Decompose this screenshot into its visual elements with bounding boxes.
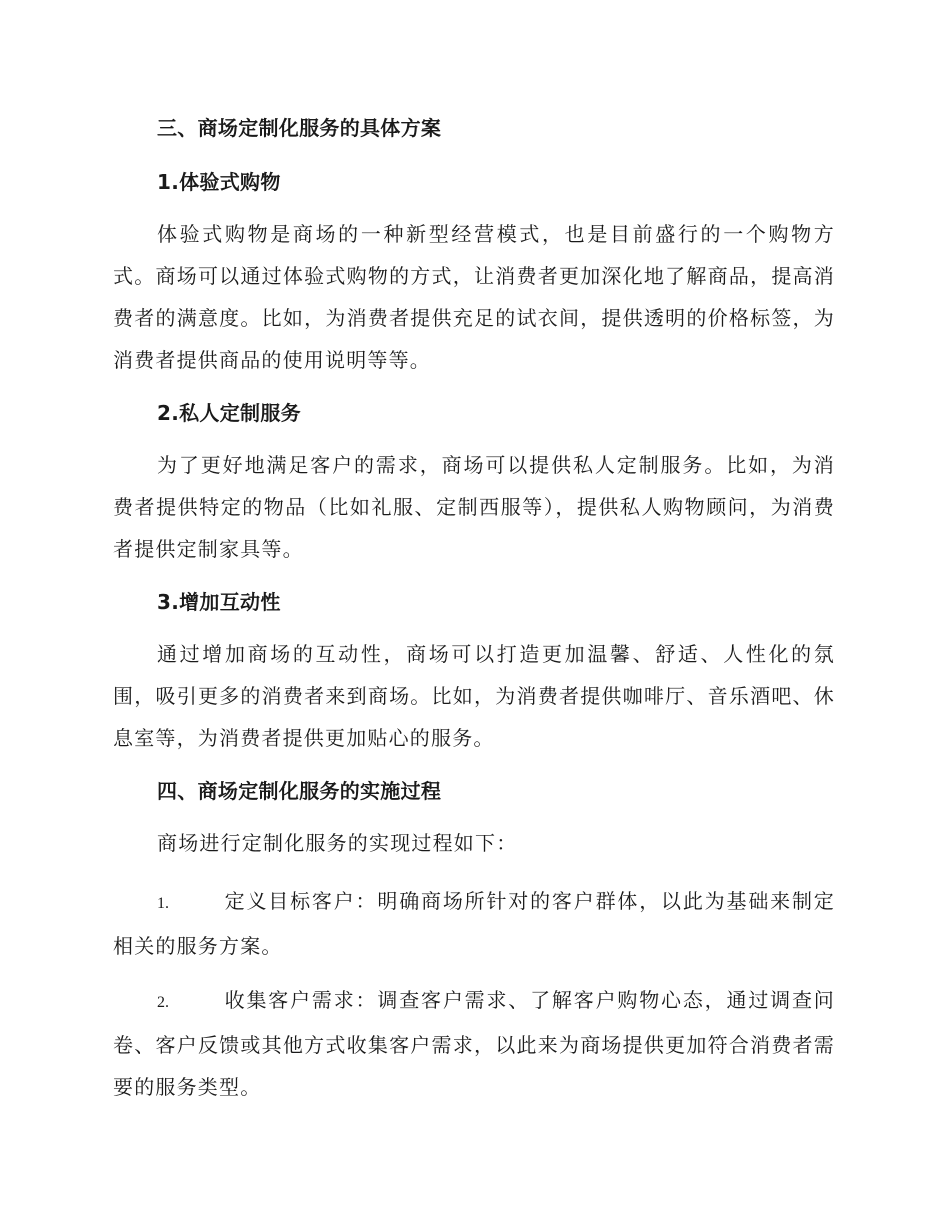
list-item-number: 2.: [157, 994, 169, 1011]
subsection-1-heading: 1.体验式购物: [157, 170, 281, 194]
subsection-1-paragraph: 体验式购物是商场的一种新型经营模式，也是目前盛行的一个购物方式。商场可以通过体验式购物的方式，让消费者更加深化地了解商品，提高消费者的满意度。比如，为消费者提供充足的试衣间，提供透明的价格标签，为消费者提供商品的使用说明等等。: [113, 222, 835, 372]
section-4-intro: 商场进行定制化服务的实现过程如下：: [157, 831, 518, 855]
subsection-3-paragraph: 通过增加商场的互动性，商场可以打造更加温馨、舒适、人性化的氛围，吸引更多的消费者来到商场。比如，为消费者提供咖啡厅、音乐酒吧、休息室等，为消费者提供更加贴心的服务。: [113, 642, 835, 750]
list-item-text: 收集客户需求：调查客户需求、了解客户购物心态，通过调查问卷、客户反馈或其他方式收集客户需求，以此来为商场提供更加符合消费者需要的服务类型。: [113, 988, 835, 1099]
list-item-number: 1.: [157, 895, 169, 912]
section-4-heading: 四、商场定制化服务的实施过程: [157, 779, 442, 803]
list-item: [113, 979, 835, 1108]
document-page: [113, 108, 835, 1120]
section-3-heading: 三、商场定制化服务的具体方案: [157, 116, 442, 140]
list-item-text: 定义目标客户：明确商场所针对的客户群体，以此为基础来制定相关的服务方案。: [113, 889, 835, 958]
subsection-2-heading: 2.私人定制服务: [157, 401, 301, 425]
subsection-2-paragraph: 为了更好地满足客户的需求，商场可以提供私人定制服务。比如，为消费者提供特定的物品（比如礼服、定制西服等），提供私人购物顾问，为消费者提供定制家具等。: [113, 453, 835, 561]
subsection-3-heading: 3.增加互动性: [157, 590, 281, 614]
list-item: [113, 880, 835, 967]
